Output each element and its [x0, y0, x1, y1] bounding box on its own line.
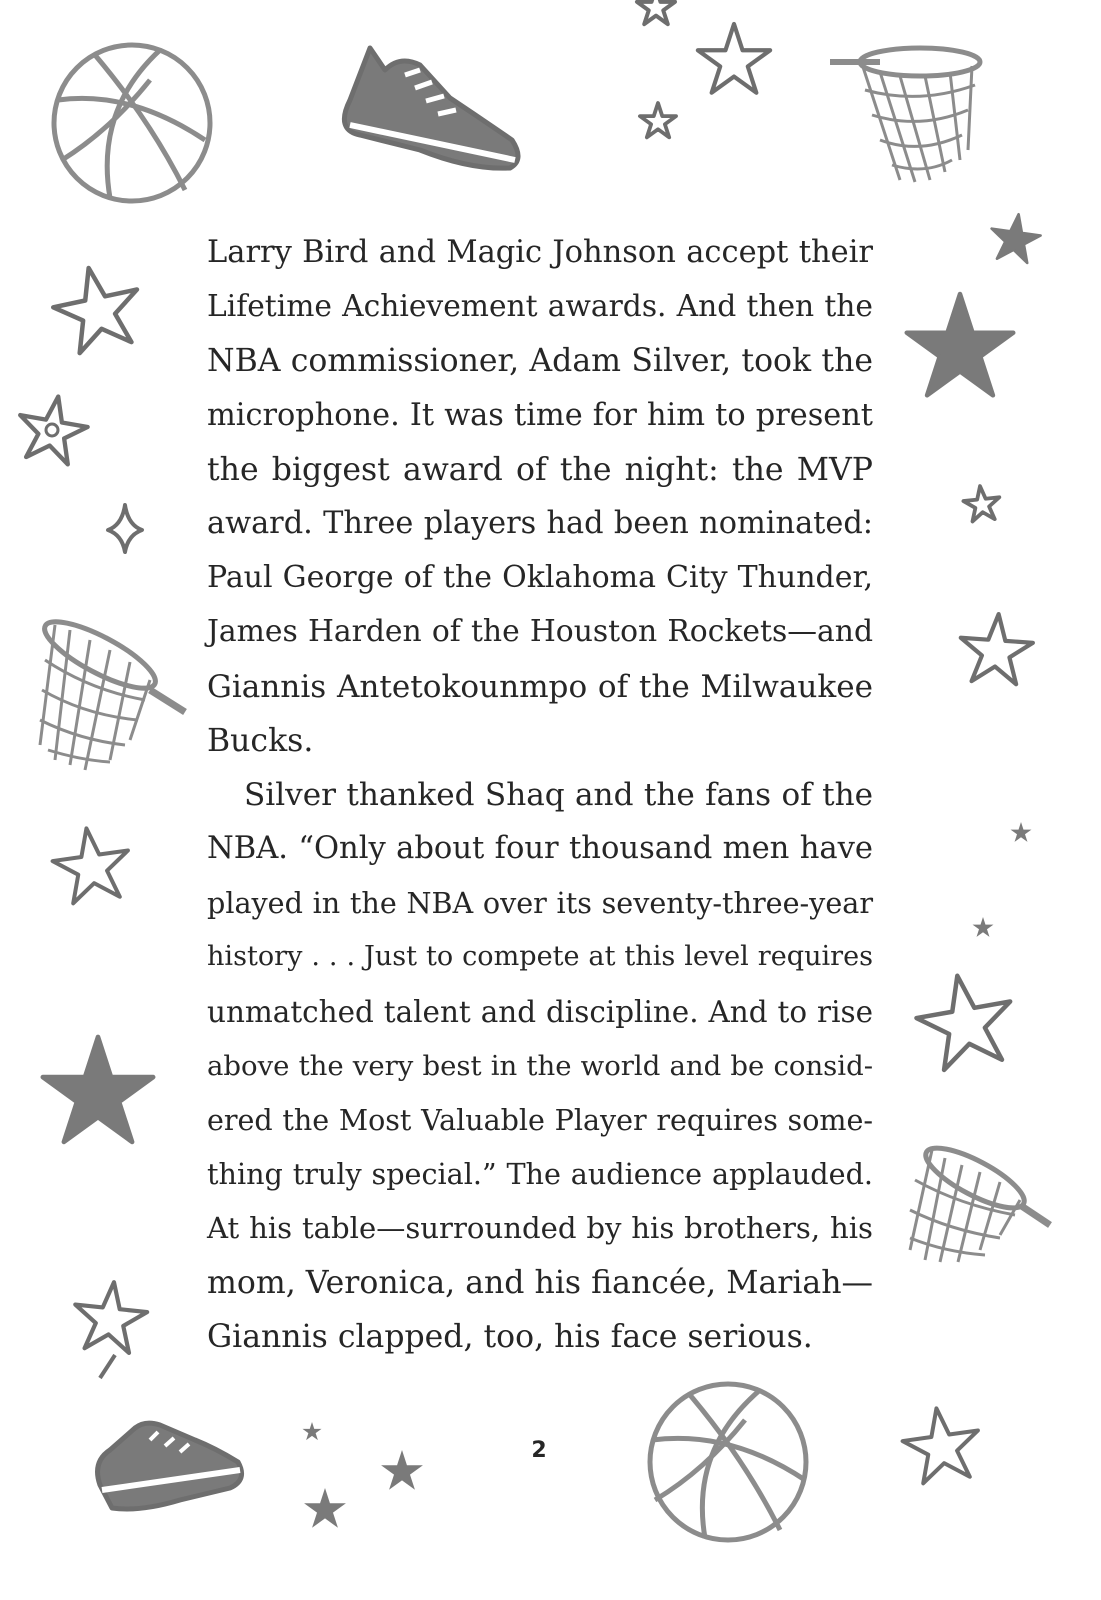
star-icon	[637, 0, 770, 137]
text-line: played in the NBA over its seventy-three-year	[207, 886, 873, 921]
sneaker-icon	[344, 48, 518, 168]
sneaker-icon	[98, 1423, 242, 1509]
text-line: Larry Bird and Magic Johnson accept their	[207, 235, 873, 270]
star-icon	[907, 211, 1043, 1073]
text-line: At his table—surrounded by his brothers, his	[207, 1211, 873, 1246]
paragraph-1	[207, 226, 873, 768]
star-icon	[302, 1422, 422, 1528]
basketball-net-icon	[37, 610, 185, 770]
text-line: award. Three players had been nominated:	[207, 505, 873, 541]
basketball-net-icon	[830, 48, 980, 182]
basketball-icon	[54, 45, 210, 201]
text-line: microphone. It was time for him to present	[207, 397, 873, 433]
text-line: NBA. “Only about four thousand men have	[207, 831, 873, 867]
text-line: the biggest award of the night: the MVP	[207, 451, 873, 488]
text-line: Paul George of the Oklahoma City Thunder,	[207, 560, 873, 596]
text-line: above the very best in the world and be consid-	[207, 1049, 873, 1082]
text-line: Bucks.	[207, 722, 314, 759]
text-line: Giannis Antetokounmpo of the Milwaukee	[207, 668, 873, 705]
text-line: James Harden of the Houston Rockets—and	[207, 614, 873, 650]
sparkle-icon	[108, 505, 142, 552]
basketball-net-icon	[910, 1137, 1050, 1262]
text-line: Lifetime Achievement awards. And then the	[207, 289, 873, 325]
text-line: NBA commissioner, Adam Silver, took the	[207, 343, 873, 380]
text-line: Giannis clapped, too, his face serious.	[207, 1318, 813, 1355]
text-line: thing truly special.” The audience applauded.	[207, 1157, 873, 1192]
body-text	[207, 226, 873, 1364]
star-icon	[13, 259, 150, 1354]
text-line: history . . . Just to compete at this level requires	[207, 941, 873, 973]
star-icon	[899, 1403, 984, 1485]
star-icon	[43, 1037, 153, 1142]
text-line: unmatched talent and discipline. And to rise	[207, 994, 873, 1029]
text-line: mom, Veronica, and his fiancée, Mariah—	[207, 1264, 873, 1301]
text-line: ered the Most Valuable Player requires some-	[207, 1103, 873, 1137]
paragraph-2	[207, 768, 873, 1364]
page-number: 2	[531, 1438, 547, 1463]
text-line: Silver thanked Shaq and the fans of the	[244, 776, 873, 813]
basketball-icon	[650, 1384, 806, 1540]
